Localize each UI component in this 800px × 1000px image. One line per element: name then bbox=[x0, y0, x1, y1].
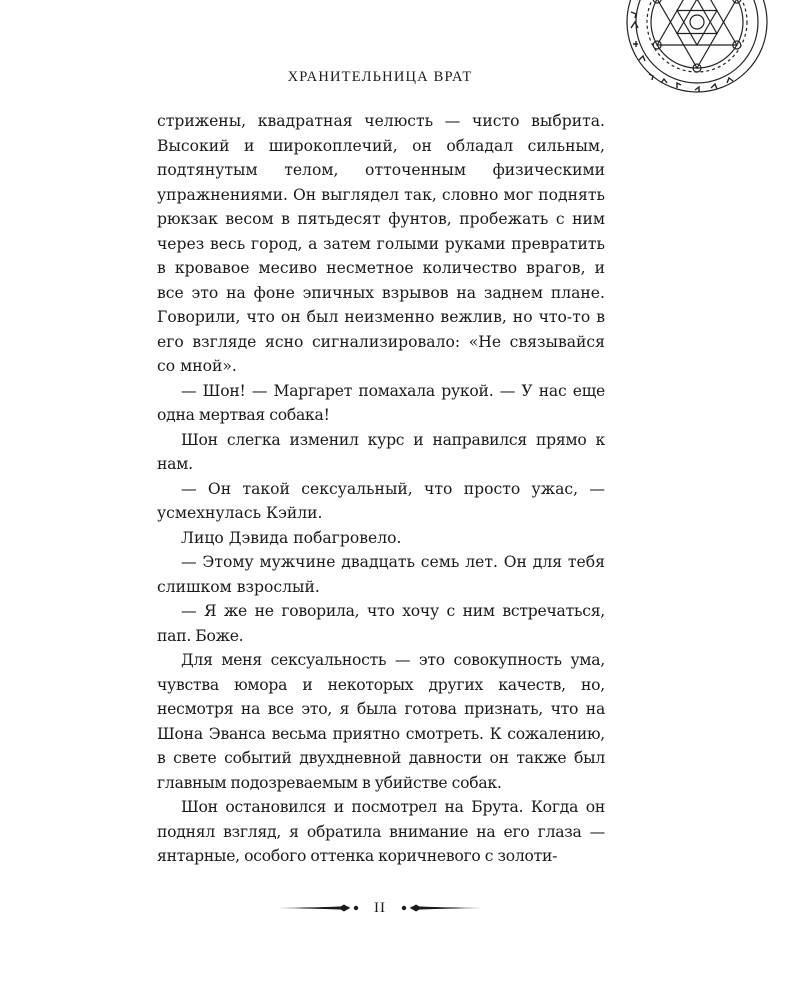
body-text bbox=[157, 109, 605, 869]
page-number: II bbox=[374, 899, 386, 916]
paragraph-dialogue: — Этому мужчине двадцать семь лет. Он для тебя слишком взрослый. bbox=[157, 553, 605, 596]
paragraph: Для меня сексуальность — это совокупность ума, чувства юмора и некоторых других качеств, но, несмотря на все это, я была готова признать, что на Шона Эванса весьма приятно смотреть. К сожалению, в свете событий двухдневной давности он также был главным подозреваемым в убийстве собак. bbox=[157, 651, 605, 792]
paragraph: Шон остановился и посмотрел на Брута. Когда он поднял взгляд, я обратила внимание на его глаза — янтарные, особого оттенка коричневого с золоти- bbox=[157, 798, 605, 865]
page-footer bbox=[270, 893, 490, 923]
paragraph-dialogue: — Я же не говорила, что хочу с ним встречаться, пап. Боже. bbox=[157, 602, 605, 645]
paragraph: Лицо Дэвида побагровело. bbox=[181, 528, 402, 547]
hexagram-seal-icon bbox=[614, 0, 800, 106]
paragraph-dialogue: — Шон! — Маргарет помахала рукой. — У нас еще одна мертвая собака! bbox=[157, 381, 605, 424]
flourish-left-icon bbox=[276, 901, 362, 915]
running-header: ХРАНИТЕЛЬНИЦА ВРАТ bbox=[287, 69, 473, 85]
paragraph-dialogue: — Он такой сексуальный, что просто ужас, — усмехнулась Кэйли. bbox=[157, 479, 605, 522]
paragraph: Шон слегка изменил курс и направился прямо к нам. bbox=[157, 430, 605, 473]
flourish-right-icon bbox=[398, 901, 484, 915]
paragraph-continuation: стрижены, квадратная челюсть — чисто выбрита. Высокий и широкоплечий, он обладал сильным, подтянутым телом, отточенным физическими упражнениями. Он выглядел так, словно мог поднять рюкзак весом в пятьдесят фунтов, пробежать с ним через весь город, а затем голыми руками превратить в кровавое месиво несметное количество врагов, и все это на фоне эпичных взрывов на заднем плане. Говорили, что он был неизменно вежлив, но что-то в его взгляде ясно сигнализировало: «Не связывайся со мной». bbox=[157, 112, 605, 375]
